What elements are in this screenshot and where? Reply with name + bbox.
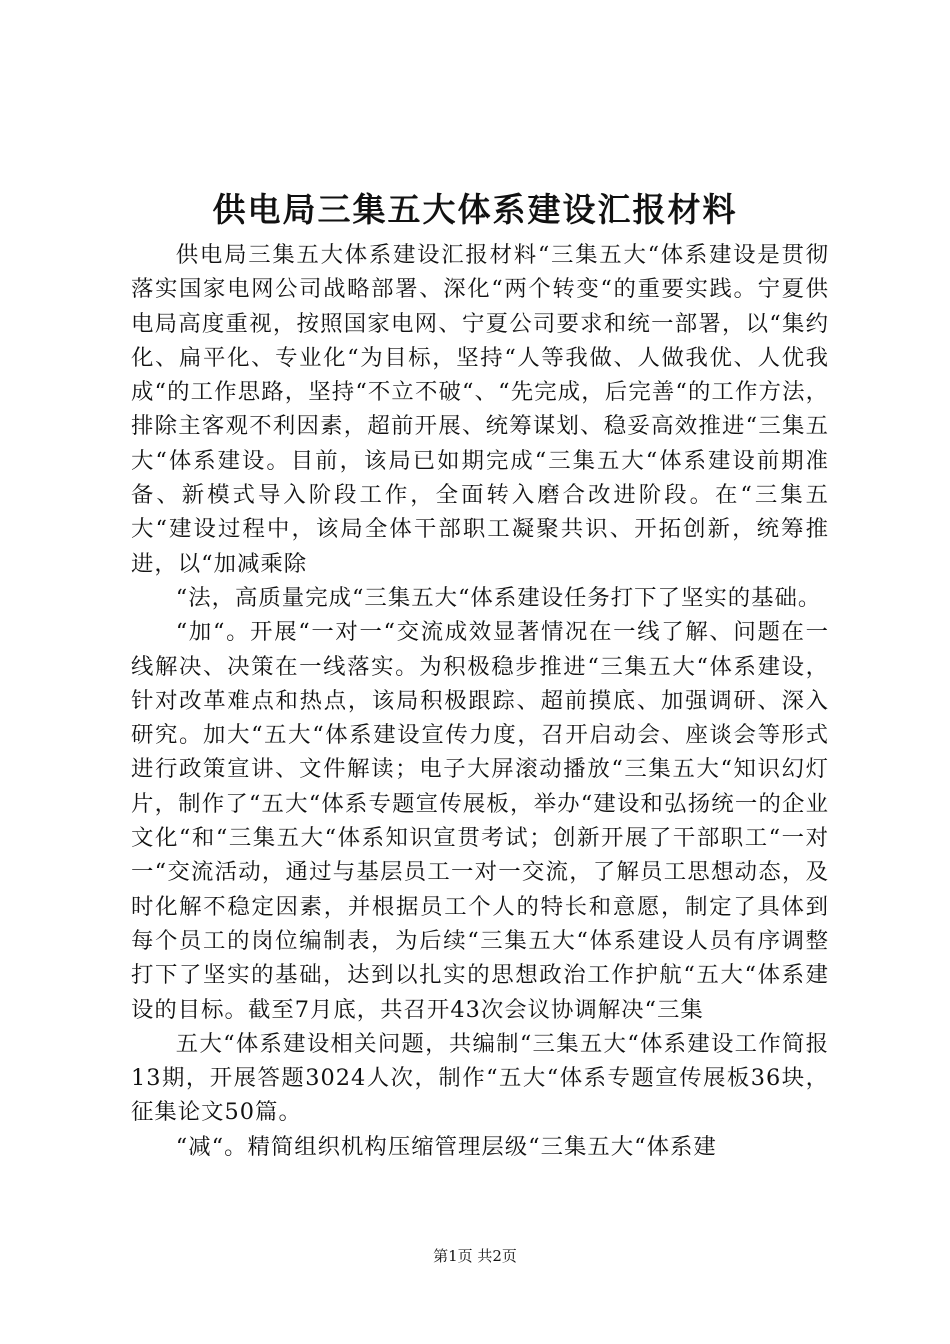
paragraph-add: “加“。开展“一对一“交流成效显著情况在一线了解、问题在一线解决、决策在一线落实。为积极稳步推进“三集五大“体系建设，针对改革难点和热点，该局积极跟踪、超前摸底、加强调研、深入研究。加大“五大“体系建设宣传力度，召开启动会、座谈会等形式进行政策宣讲、文件解读；电子大屏滚动播放“三集五大“知识幻灯片，制作了“五大“体系专题宣传展板，举办“建设和弘扬统一的企业文化“和“三集五大“体系知识宣贯考试；创新开展了干部职工“一对一“交流活动，通过与基层员工一对一交流，了解员工思想动态，及时化解不稳定因素，并根据员工个人的特长和意愿，制定了具体到每个员工的岗位编制表，为后续“三集五大“体系建设人员有序调整打下了坚实的基础，达到以扎实的思想政治工作护航“五大“体系建设的目标。截至7月底，共召开43次会议协调解决“三集 [131, 619, 829, 1023]
paragraph-intro: 供电局三集五大体系建设汇报材料“三集五大“体系建设是贯彻落实国家电网公司战略部署、深化“两个转变“的重要实践。宁夏供电局高度重视，按照国家电网、宁夏公司要求和统一部署，以“集约化、扁平化、专业化“为目标，坚持“人等我做、人做我优、人优我成“的工作思路，坚持“不立不破“、“先完成，后完善“的工作方法，排除主客观不利因素，超前开展、统筹谋划、稳妥高效推进“三集五大“体系建设。目前，该局已如期完成“三集五大“体系建设前期准备、新模式导入阶段工作，全面转入磨合改进阶段。在“三集五大“建设过程中，该局全体干部职工凝聚共识、开拓创新，统筹推进，以“加减乘除 [131, 242, 829, 577]
document-body [131, 238, 829, 1164]
page-number-footer: 第1页 共2页 [433, 1247, 517, 1265]
paragraph-method: “法，高质量完成“三集五大“体系建设任务打下了坚实的基础。 [175, 584, 822, 611]
document-title: 供电局三集五大体系建设汇报材料 [212, 190, 738, 229]
paragraph-stats: 五大“体系建设相关问题，共编制“三集五大“体系建设工作简报13期，开展答题3024人次，制作“五大“体系专题宣传展板36块，征集论文50篇。 [131, 1030, 829, 1126]
paragraph-subtract: “减“。精简组织机构压缩管理层级“三集五大“体系建 [175, 1133, 717, 1160]
